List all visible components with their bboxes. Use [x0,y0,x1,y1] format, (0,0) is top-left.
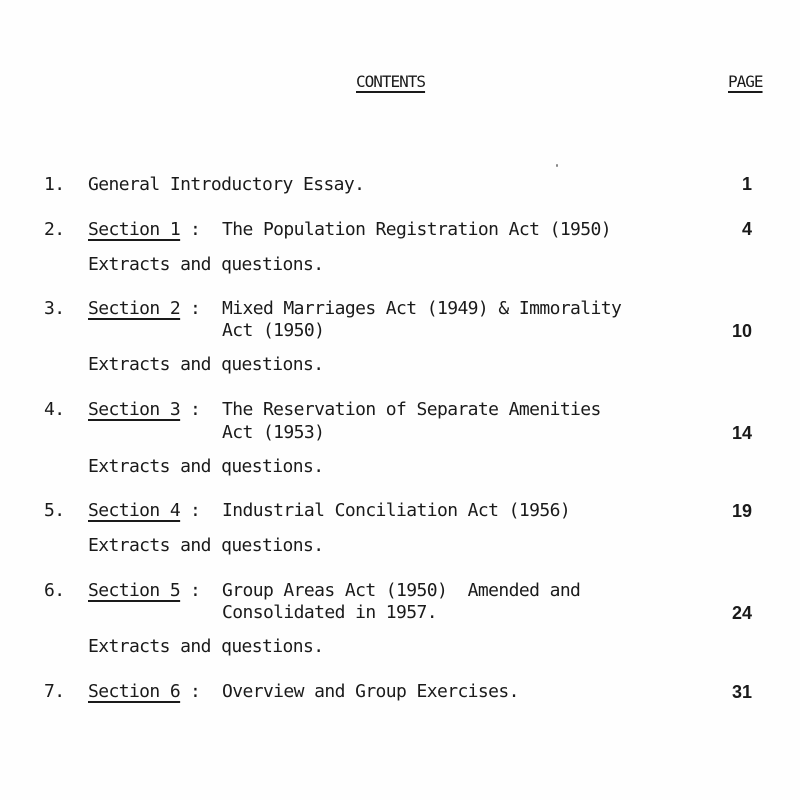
entry-title: Industrial Conciliation Act (1956) [222,500,571,521]
section-colon: : [190,298,201,319]
section-label: Section 6 [88,681,181,702]
entry-title-line-1: Mixed Marriages Act (1949) & Immorality [222,298,622,319]
entry-title-line-1: Group Areas Act (1950) Amended and [222,580,581,601]
contents-heading: CONTENTS [356,72,426,91]
entry-number: 4. [44,399,65,420]
section-colon: : [190,580,201,601]
entry-page-number: 14 [731,423,752,443]
entry-number: 7. [44,681,65,702]
section-label: Section 3 [88,399,181,420]
entry-note: Extracts and questions. [88,254,324,275]
entry-number: 2. [44,219,65,240]
section-label: Section 4 [88,500,181,521]
entry-title-line-2: Act (1950) [222,320,325,341]
section-colon: : [190,500,201,521]
entry-number: 3. [44,298,65,319]
entry-title: General Introductory Essay. [88,174,365,195]
entry-page-number: 19 [731,501,752,521]
entry-note: Extracts and questions. [88,636,324,657]
entry-title: Overview and Group Exercises. [222,681,519,702]
entry-note: Extracts and questions. [88,535,324,556]
entry-title: The Population Registration Act (1950) [222,219,612,240]
entry-page-number: 4 [741,219,752,239]
entry-page-number: 1 [741,174,752,194]
entry-page-number: 24 [731,603,752,623]
section-label: Section 2 [88,298,181,319]
entry-page-number: 10 [731,321,752,341]
entry-note: Extracts and questions. [88,456,324,477]
entry-note: Extracts and questions. [88,354,324,375]
section-colon: : [190,219,201,240]
entry-title-line-2: Act (1953) [222,422,325,443]
entry-title-line-1: The Reservation of Separate Amenities [222,399,601,420]
entry-page-number: 31 [731,682,752,702]
paper-speck [556,164,558,167]
section-label: Section 5 [88,580,181,601]
entry-number: 1. [44,174,65,195]
section-colon: : [190,399,201,420]
section-colon: : [190,681,201,702]
page-column-heading: PAGE [728,72,763,91]
entry-title-line-2: Consolidated in 1957. [222,602,437,623]
section-label: Section 1 [88,219,181,240]
entry-number: 6. [44,580,65,601]
entry-number: 5. [44,500,65,521]
